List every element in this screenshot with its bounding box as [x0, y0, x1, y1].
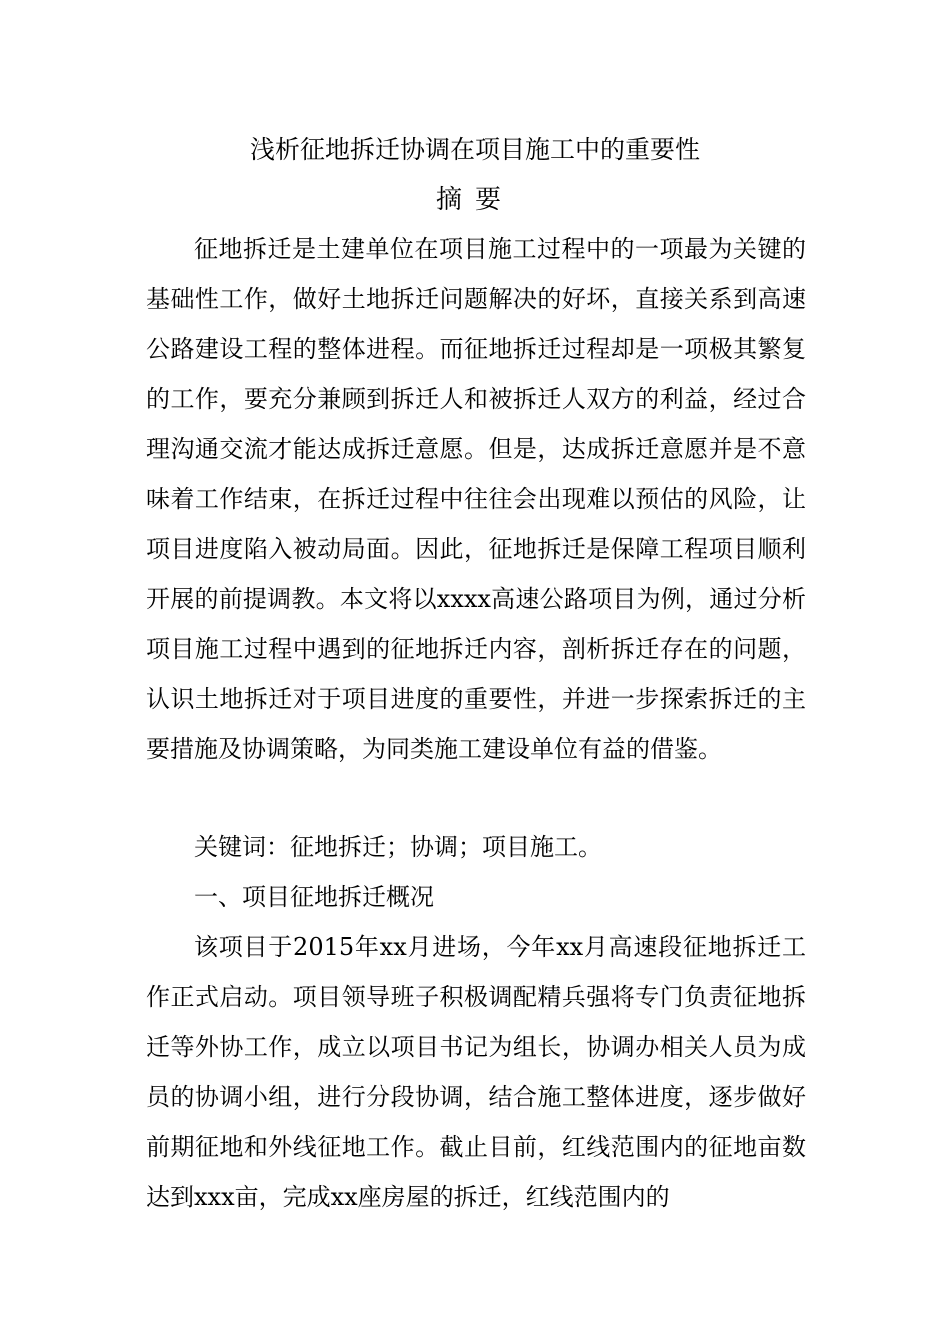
keywords-label: 关键词：	[194, 833, 290, 861]
section-heading: 一、项目征地拆迁概况	[194, 883, 434, 911]
keywords-value: 征地拆迁；协调；项目施工。	[290, 833, 602, 861]
abstract-heading: 摘要	[435, 185, 514, 215]
document-title: 浅析征地拆迁协调在项目施工中的重要性	[249, 135, 700, 164]
section-paragraph: 该项目于2015年xx月进场，今年xx月高速段征地拆迁工作正式启动。项目领导班子积极调配精兵强将专门负责征地拆迁等外协工作，成立以项目书记为组长，协调办相关人员为成员的协调小组，进行分段协调，结合施工整体进度，逐步做好前期征地和外线征地工作。截止目前，红线范围内的征地亩数达到xxx亩，完成xx座房屋的拆迁，红线范围内的	[146, 933, 806, 1211]
keywords-line	[194, 822, 602, 872]
abstract-paragraph: 征地拆迁是土建单位在项目施工过程中的一项最为关键的基础性工作，做好土地拆迁问题解决的好坏，直接关系到高速公路建设工程的整体进程。而征地拆迁过程却是一项极其繁复的工作，要充分兼顾到拆迁人和被拆迁人双方的利益，经过合理沟通交流才能达成拆迁意愿。但是，达成拆迁意愿并是不意味着工作结束，在拆迁过程中往往会出现难以预估的风险，让项目进度陷入被动局面。因此，征地拆迁是保障工程项目顺利开展的前提调教。本文将以xxxx高速公路项目为例，通过分析项目施工过程中遇到的征地拆迁内容，剖析拆迁存在的问题，认识土地拆迁对于项目进度的重要性，并进一步探索拆迁的主要措施及协调策略，为同类施工建设单位有益的借鉴。	[146, 235, 806, 763]
